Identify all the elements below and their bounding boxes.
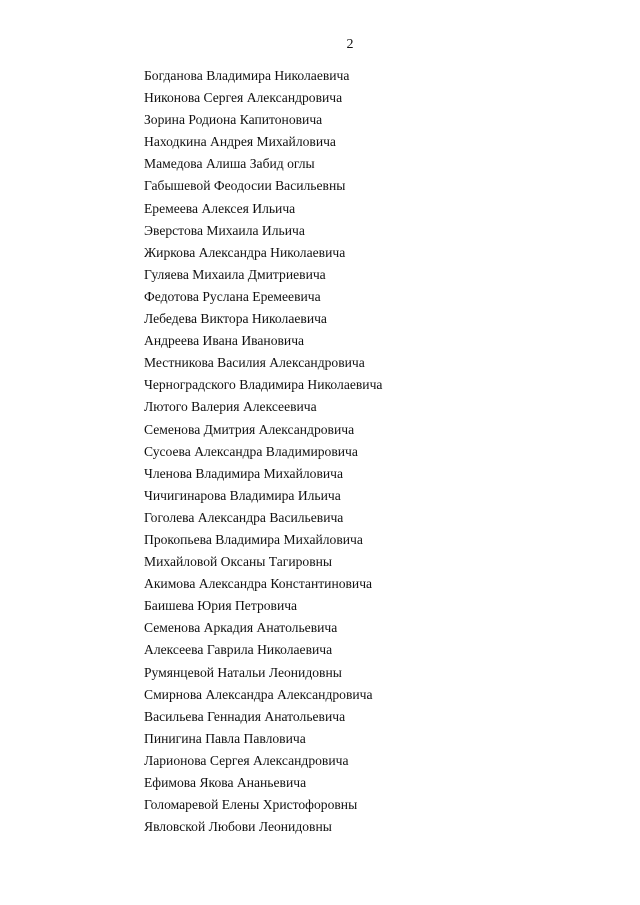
- list-item: Никонова Сергея Александровича: [144, 90, 343, 106]
- list-item: Пинигина Павла Павловича: [144, 730, 306, 746]
- list-item: Лебедева Виктора Николаевича: [144, 311, 327, 327]
- list-item: Прокопьева Владимира Михайловича: [144, 531, 363, 547]
- list-item: Сусоева Александра Владимировича: [144, 443, 358, 459]
- list-item: Баишева Юрия Петровича: [144, 598, 298, 614]
- list-item: Андреева Ивана Ивановича: [144, 333, 305, 349]
- list-item: Смирнова Александра Александровича: [144, 686, 373, 702]
- list-item: Явловской Любови Леонидовны: [144, 819, 332, 835]
- list-item: Лютого Валерия Алексеевича: [144, 399, 317, 415]
- list-item: Находкина Андрея Михайловича: [144, 134, 336, 150]
- list-item: Михайловой Оксаны Тагировны: [144, 554, 333, 570]
- list-item: Гуляева Михаила Дмитриевича: [144, 266, 326, 282]
- list-item: Голомаревой Елены Христофоровны: [144, 797, 358, 813]
- list-item: Румянцевой Натальи Леонидовны: [144, 664, 342, 680]
- list-item: Ларионова Сергея Александровича: [144, 752, 349, 768]
- list-item: Габышевой Феодосии Васильевны: [144, 178, 346, 194]
- list-item: Ефимова Якова Ананьевича: [144, 775, 307, 790]
- list-item: Членова Владимира Михайловича: [144, 465, 344, 481]
- list-item: Семенова Дмитрия Александровича: [144, 421, 355, 437]
- list-item: Богданова Владимира Николаевича: [144, 68, 350, 83]
- list-item: Местникова Василия Александровича: [144, 355, 365, 371]
- list-item: Федотова Руслана Еремеевича: [144, 288, 321, 304]
- list-item: Мамедова Алиша Забид оглы: [144, 156, 315, 172]
- list-item: Чичигинарова Владимира Ильича: [144, 487, 341, 503]
- list-item: Зорина Родиона Капитоновича: [144, 112, 323, 128]
- list-item: Еремеева Алексея Ильича: [144, 200, 296, 216]
- page-number: 2: [346, 37, 354, 52]
- name-list: [144, 65, 382, 838]
- list-item: Жиркова Александра Николаевича: [144, 244, 346, 260]
- list-item: Гоголева Александра Васильевича: [144, 509, 344, 525]
- list-item: Семенова Аркадия Анатольевича: [144, 620, 338, 636]
- list-item: Эверстова Михаила Ильича: [144, 222, 305, 238]
- list-item: Васильева Геннадия Анатольевича: [144, 708, 346, 724]
- list-item: Акимова Александра Константиновича: [144, 576, 373, 592]
- list-item: Черноградского Владимира Николаевича: [144, 377, 383, 393]
- list-item: Алексеева Гаврила Николаевича: [144, 642, 333, 658]
